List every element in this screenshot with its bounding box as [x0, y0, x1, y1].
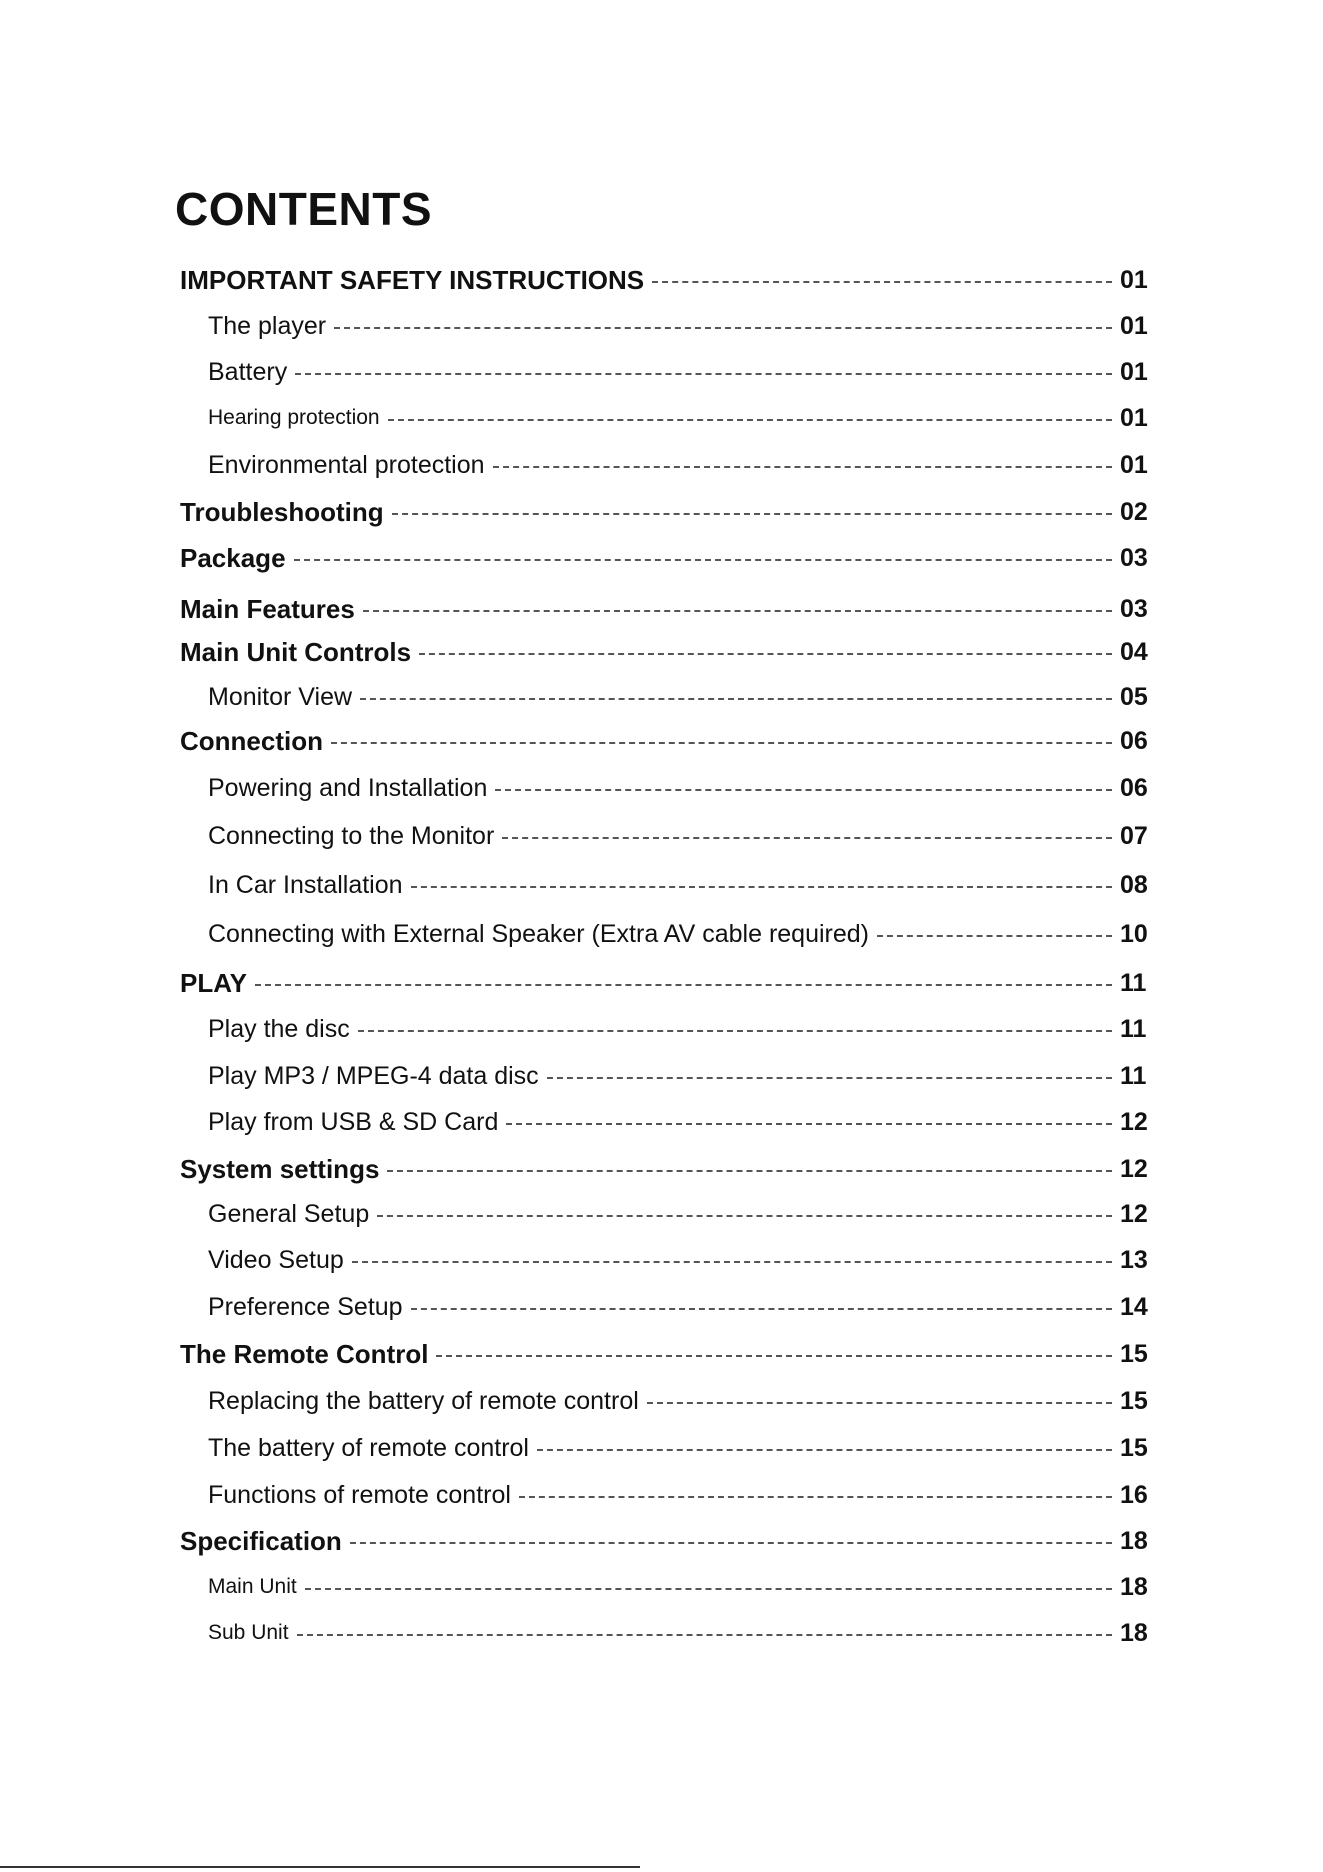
page-number: 16 [1120, 1480, 1148, 1509]
dot-leader [411, 1308, 1112, 1310]
toc-subsection-entry [0, 1567, 1323, 1607]
toc-subsection-entry [0, 398, 1323, 438]
entry-label: IMPORTANT SAFETY INSTRUCTIONS [180, 264, 645, 295]
page-number: 11 [1120, 1061, 1147, 1090]
page-number: 18 [1120, 1572, 1148, 1601]
dot-leader [295, 373, 1112, 375]
page-number: 01 [1120, 265, 1148, 294]
page-number: 08 [1120, 870, 1148, 899]
page-number: 06 [1120, 726, 1148, 755]
toc-section-entry [0, 260, 1323, 300]
toc-subsection-entry [0, 816, 1323, 856]
page-number: 05 [1120, 682, 1148, 711]
toc-subsection-entry [0, 1240, 1323, 1280]
page-title: CONTENTS [175, 183, 432, 235]
toc-subsection-entry [0, 865, 1323, 905]
entry-label: Specification [180, 1525, 342, 1556]
entry-label: Play the disc [208, 1014, 350, 1043]
page-number: 15 [1120, 1339, 1148, 1368]
dot-leader [877, 935, 1112, 937]
toc-subsection-entry [0, 1613, 1323, 1653]
page-number: 11 [1120, 968, 1147, 997]
page-number: 03 [1120, 594, 1148, 623]
toc-subsection-entry [0, 1287, 1323, 1327]
page-number: 01 [1120, 311, 1148, 340]
toc-subsection-entry [0, 445, 1323, 485]
page-number: 12 [1120, 1107, 1148, 1136]
toc-subsection-entry [0, 1428, 1323, 1468]
dot-leader [363, 610, 1112, 612]
entry-label: Main Unit [208, 1575, 297, 1598]
entry-label: Powering and Installation [208, 773, 488, 802]
entry-label: Main Unit Controls [180, 636, 412, 667]
dot-leader [334, 327, 1112, 329]
dot-leader [506, 1123, 1112, 1125]
page-number: 11 [1120, 1014, 1147, 1043]
entry-label: Functions of remote control [208, 1480, 511, 1509]
entry-label: Play MP3 / MPEG-4 data disc [208, 1061, 539, 1090]
page-number: 12 [1120, 1154, 1148, 1183]
dot-leader [388, 419, 1112, 421]
entry-label: PLAY [180, 967, 247, 998]
page-number: 15 [1120, 1433, 1148, 1462]
entry-label: Video Setup [208, 1245, 344, 1274]
dot-leader [537, 1449, 1112, 1451]
entry-label: Hearing protection [208, 406, 380, 429]
page-number: 06 [1120, 773, 1148, 802]
toc-subsection-entry [0, 1381, 1323, 1421]
dot-leader [331, 742, 1112, 744]
dot-leader [502, 837, 1112, 839]
dot-leader [358, 1030, 1112, 1032]
toc-subsection-entry [0, 1009, 1323, 1049]
dot-leader [352, 1261, 1112, 1263]
dot-leader [377, 1215, 1112, 1217]
entry-label: The Remote Control [180, 1338, 429, 1369]
dot-leader [350, 1542, 1112, 1544]
dot-leader [495, 789, 1112, 791]
page-number: 18 [1120, 1526, 1148, 1555]
page-number: 07 [1120, 821, 1148, 850]
toc-subsection-entry [0, 306, 1323, 346]
toc-subsection-entry [0, 1194, 1323, 1234]
toc-subsection-entry [0, 768, 1323, 808]
dot-leader [294, 559, 1112, 561]
entry-label: General Setup [208, 1199, 370, 1228]
toc-section-entry [0, 632, 1323, 672]
dot-leader [493, 466, 1112, 468]
toc-subsection-entry [0, 1475, 1323, 1515]
entry-label: System settings [180, 1153, 380, 1184]
entry-label: Preference Setup [208, 1292, 403, 1321]
page-number: 18 [1120, 1618, 1148, 1647]
page-number: 04 [1120, 637, 1148, 666]
entry-label: Play from USB & SD Card [208, 1107, 499, 1136]
page-number: 03 [1120, 543, 1148, 572]
entry-label: The player [208, 311, 327, 340]
entry-label: Replacing the battery of remote control [208, 1386, 639, 1415]
bottom-rule [0, 1866, 640, 1868]
page-number: 13 [1120, 1245, 1148, 1274]
page-number: 14 [1120, 1292, 1148, 1321]
entry-label: Package [180, 542, 286, 573]
page-number: 01 [1120, 403, 1148, 432]
entry-label: Connecting with External Speaker (Extra AV cable required) [208, 919, 869, 948]
dot-leader [360, 698, 1112, 700]
entry-label: Connecting to the Monitor [208, 821, 495, 850]
toc-section-entry [0, 721, 1323, 761]
toc-section-entry [0, 1334, 1323, 1374]
toc-section-entry [0, 492, 1323, 532]
dot-leader [647, 1402, 1112, 1404]
dot-leader [519, 1496, 1112, 1498]
toc-subsection-entry [0, 352, 1323, 392]
entry-label: The battery of remote control [208, 1433, 529, 1462]
toc-section-entry [0, 1521, 1323, 1561]
toc-section-entry [0, 1149, 1323, 1189]
toc-section-entry [0, 538, 1323, 578]
dot-leader [411, 886, 1112, 888]
entry-label: In Car Installation [208, 870, 403, 899]
entry-label: Environmental protection [208, 450, 485, 479]
dot-leader [419, 653, 1112, 655]
toc-subsection-entry [0, 1056, 1323, 1096]
entry-label: Main Features [180, 593, 355, 624]
toc-subsection-entry [0, 677, 1323, 717]
toc-subsection-entry [0, 914, 1323, 954]
toc-section-entry [0, 963, 1323, 1003]
entry-label: Monitor View [208, 682, 353, 711]
dot-leader [255, 984, 1112, 986]
entry-label: Sub Unit [208, 1621, 289, 1644]
entry-label: Troubleshooting [180, 496, 384, 527]
dot-leader [387, 1170, 1112, 1172]
page-number: 01 [1120, 450, 1148, 479]
toc-section-entry [0, 589, 1323, 629]
page-number: 12 [1120, 1199, 1148, 1228]
page-number: 10 [1120, 919, 1148, 948]
dot-leader [297, 1634, 1112, 1636]
entry-label: Connection [180, 725, 323, 756]
dot-leader [652, 281, 1112, 283]
dot-leader [305, 1588, 1112, 1590]
page-number: 01 [1120, 357, 1148, 386]
dot-leader [547, 1077, 1112, 1079]
dot-leader [436, 1355, 1112, 1357]
dot-leader [392, 513, 1112, 515]
page-number: 02 [1120, 497, 1148, 526]
entry-label: Battery [208, 357, 288, 386]
toc-subsection-entry [0, 1102, 1323, 1142]
page-number: 15 [1120, 1386, 1148, 1415]
